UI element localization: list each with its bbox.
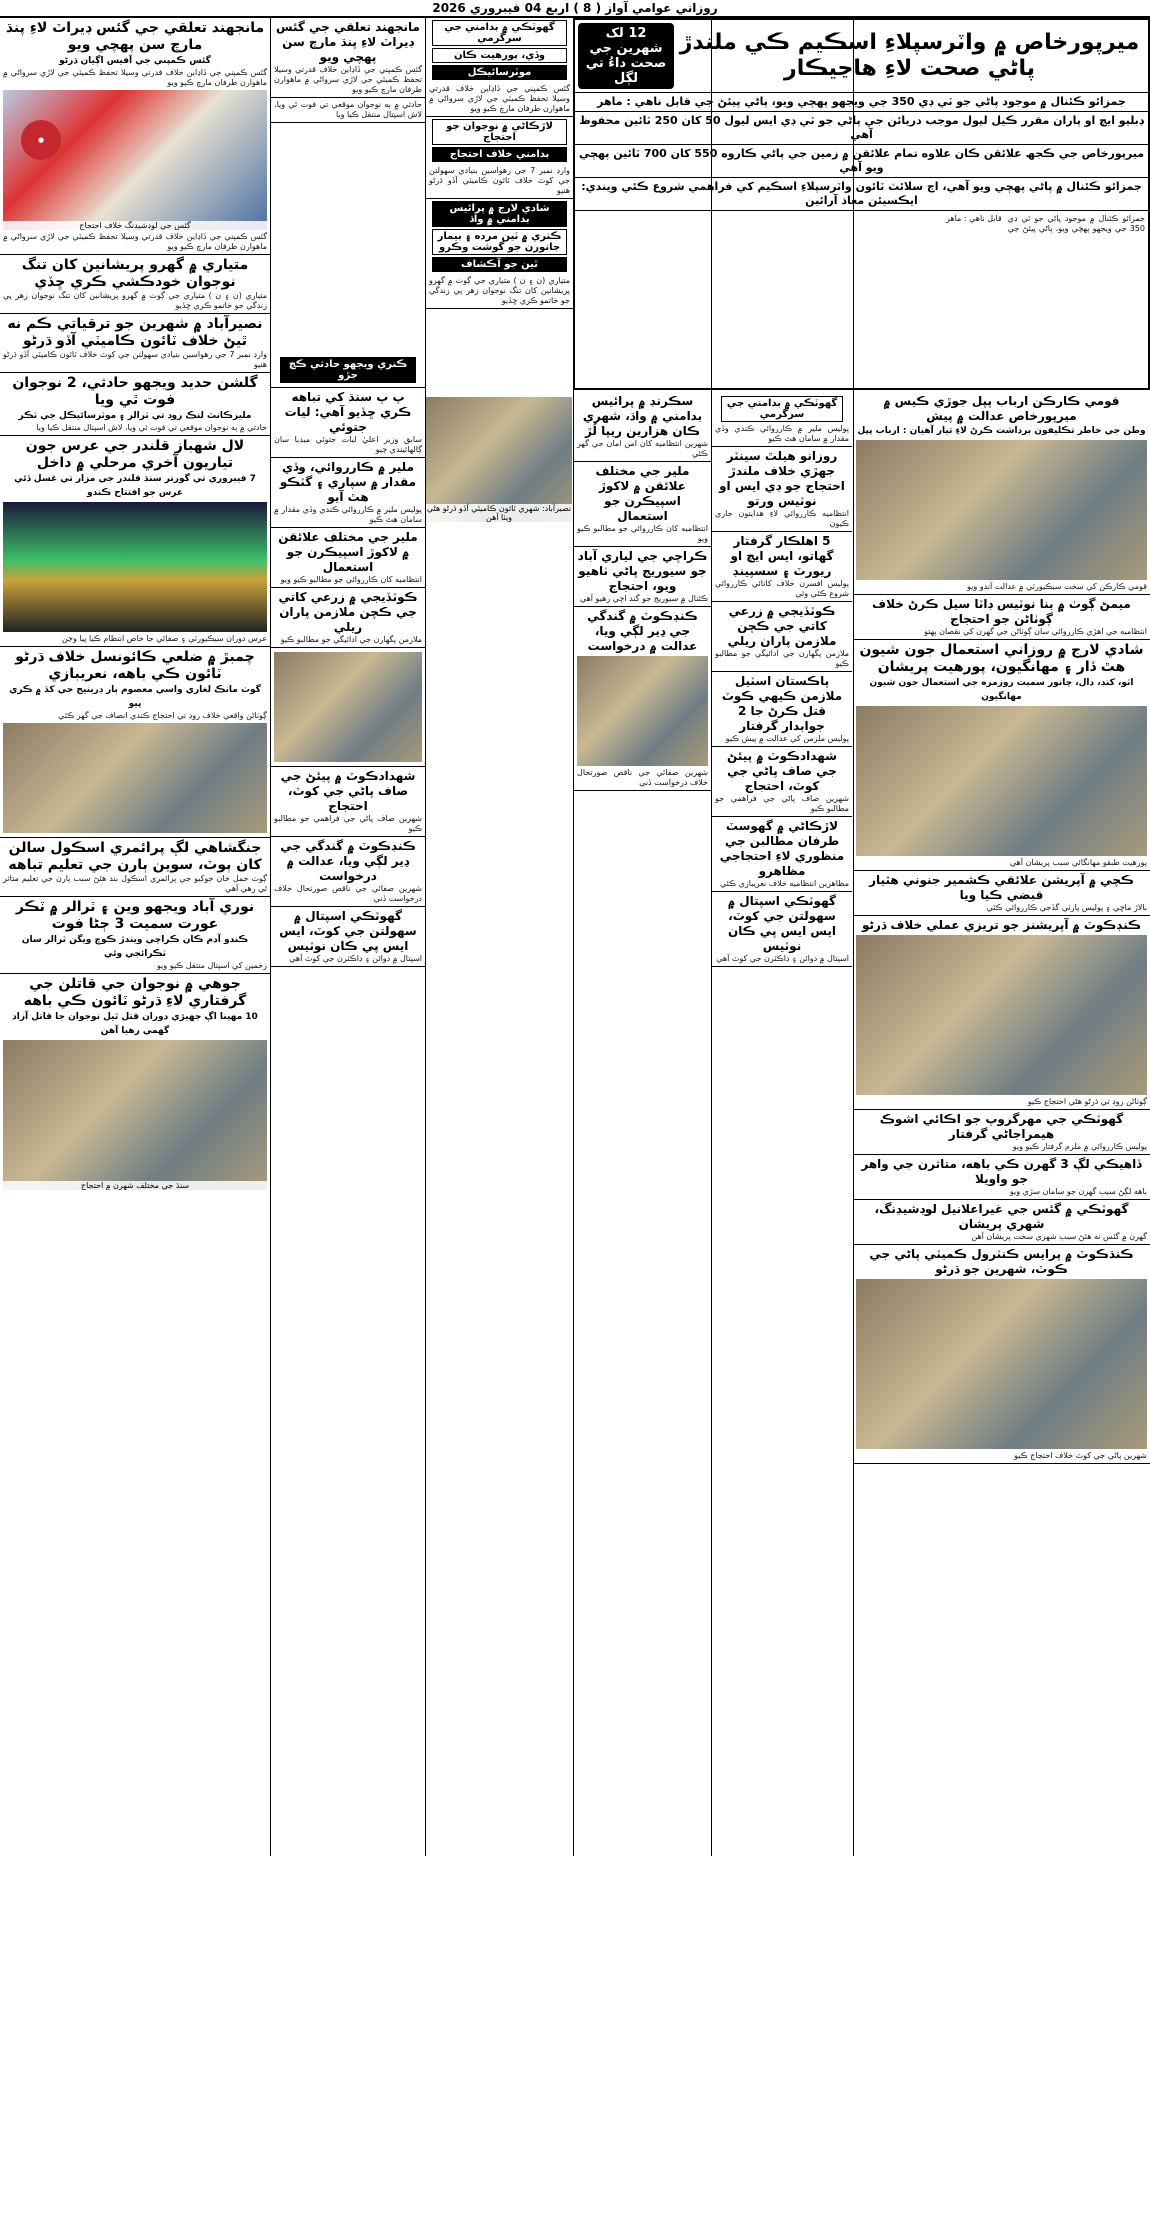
story-body: گئس ڪمپني جي ڏاڍاين خلاف قدرتي وسيلا تحفظ ڪميٽي جي لاڙي سرواڻي ۾ ماهوارن طرفان مارچ ڪيو ويو [3,232,267,251]
box-label: ٿين جو آڪشاف [432,257,567,272]
story-headline: ڪوٽڏيجي ۾ زرعي کاتي جي ڪچن ملازمن پاران ريلي [278,590,418,634]
photo-caption: گئس جي لوڊشيڊنگ خلاف احتجاج [3,221,267,230]
story-body: ڪئنال ۾ سيوريج جو گند اچي رهيو آهي [579,594,708,603]
story [426,274,573,309]
box-label: ڪنري ويجهو حادثي ڪچ جڙو [280,357,416,383]
box-label: گهوٽڪي ۾ بدامني جي سرگرمي [721,396,843,422]
story-body: بالاڙ ماڇي ۽ پوليس پارٽي گڏجي ڪارروائي ڪئي [986,903,1147,912]
story-headline: نوري آباد ويجهو وين ۽ ٽرالر ۾ ٽڪر عورت سميت 3 ڄڻا فوت [15,899,255,932]
story-body: وارڊ نمبر 7 جي رهواسين بنيادي سهولتن جي کوٽ خلاف ٽائون ڪاميٽي آڏو ڌرڻو هنيو [429,166,570,195]
story-body: وارڊ نمبر 7 جي رهواسين بنيادي سهولتن جي کوٽ خلاف ٽائون ڪاميٽي آڏو ڌرڻو هنيو [3,350,267,369]
lead-sub-3: ميرپورخاص جي ڪجھ علائقن ڪان علاوه تمام علائقن ۾ زمين جي پاڻي ڪاروه 550 کان 700 ٽائين پهچي ويو آهي [575,144,1148,177]
story-body: سابق وزير اعليٰ ليات جتوئي ميڊيا سان ڳالهائيندي چيو [274,435,422,454]
lead-sub-1: جمزائو ڪئنال ۾ موجود پاڻي جو ٽي ڊي 350 جي ويجهو پهچي ويو، پاڻي پيئڻ جي قابل ناهي : ماهر [575,92,1148,111]
story-headline: جنگشاهي لڳ پرائمري اسڪول سالن کان ٻوٽ، سوين ٻارن جي تعليم تباهه [8,840,262,873]
story-headline: پاڪستان اسٽيل ملازمن ڪيهي ڪوٽ قتل ڪرڻ جا 2 جوابدار گرفتار [721,674,843,733]
story [853,392,1150,595]
story [426,164,573,199]
story-body: حادثي ۾ ٻه نوجوان موقعي تي فوت ٿي ويا، لاش اسپتال منتقل ڪيا ويا [274,100,422,119]
story [271,588,425,648]
story [0,897,270,974]
photo-caption: سنڌ جي مختلف شهرن ۾ احتجاج [3,1181,267,1190]
lead-story [573,18,1150,390]
story [712,817,852,892]
story-headline: ڪوٽڏيجي ۾ زرعي کاتي جي ڪچن ملازمن پاران ريلي [727,604,837,648]
story-body: گهرن ۾ گئس نه هئڻ سبب شهري سخت پريشان آهن [971,1232,1147,1241]
story [853,640,1150,871]
story [271,98,425,123]
story-photo [856,706,1147,856]
story-headline: 5 اهلڪار گرفتار گهاتو، ايس ايچ او ريورٽ ۽ سسپينڊ [730,534,834,578]
story-body: گئس ڪمپني جي ڏاڍاين خلاف قدرتي وسيلا تحفظ ڪميٽي جي لاڙي سرواڻي ۾ ماهوارن طرفان مارچ ڪيو ويو [429,84,570,113]
story [853,1200,1150,1245]
story-body: پوليس ڪارروائي ۾ ملزم گرفتار ڪيو ويو [1012,1142,1147,1151]
story-body: شهرين پاڻي جي کوٽ خلاف احتجاج ڪيو [1014,1451,1147,1460]
lead-sub-2: ڊبليو ايچ او پاران مقرر ڪيل ليول موجب دريائن جي پاڻي جو ٽي ڊي ايس ليول 50 کان 250 ٽائين محفوظ آهي [575,111,1148,144]
story-headline: ڪراچي جي لياري آباد جو سيوريج پاڻي ٺاهيو ويو، احتجاج [577,549,708,593]
story-headline: ڪچي ۾ آپريشن علائقي ڪشمير جنوني هٿيار قبضي ڪيا ويا [869,873,1134,902]
photo-caption: نصيرآباد: شهري ٽائون ڪاميٽي آڏو ڌرڻو هڻي ويٺا آهن [426,504,572,522]
story [712,447,852,532]
story-sub: 7 فيبروري تي گورنر سنڌ قلندر جي مزار تي غسل ڏئي عرس جو افتتاح ڪندو [14,474,256,498]
story-body: شهرين صاف پاڻي جي فراهمي جو مطالبو ڪيو [274,814,422,833]
story-headline: سڪرنڊ ۾ پرائيس بدامني ۾ واڌ، شهري ڪان هزارين ريپا لُڙ [582,394,703,438]
story-body: ڳوٺاڻن روڊ تي ڌرڻو هڻي احتجاج ڪيو [1027,1097,1147,1106]
story [271,353,425,388]
story [271,528,425,588]
story-photo [856,935,1147,1095]
story-headline: ڪنڌڪوٽ ۾ پرايس ڪنٽرول ڪميٽي پاڻي جي ڪوٽ، شهرين جو ڌرڻو [869,1247,1134,1276]
story [0,18,270,255]
story-body: حادثي ۾ ٻه نوجوان موقعي تي فوت ٿي ويا، لاش اسپتال منتقل ڪيا ويا [36,423,267,432]
masthead: روزاني عوامي آواز ( 8 ) اربع 04 فيبروري 2026 [0,0,1150,18]
story-body: عرس دوران سيڪيورٽي ۽ صفائي جا خاص انتظام ڪيا پيا وڃن [61,634,267,643]
story-headline: گهوٽڪي اسپتال ۾ سهولتن جي کوٽ، ايس ايس پي ڪان نوٽيس [279,909,417,953]
column-3 [574,392,711,2230]
lead-badge: 12 لک شهرين جي صحت داءُ تي لڳل [578,23,674,89]
story-body: ملازمن پگهارن جي ادائيگي جو مطالبو ڪيو [715,649,849,668]
story [0,314,270,373]
story-sub: مليرڪانٽ لنڪ روڊ تي ٽرالر ۽ موٽرسائيڪل جي ٽڪر [18,411,252,421]
story-sub: ڪندو آدم ڪان ڪراچي ويندڙ ڪوچ ويگن ٽرالر سان ٽڪرائجي وئي [21,935,249,959]
column-5 [271,18,425,1856]
story [271,388,425,458]
story-body: پوليس ملير ۾ ڪارروائي ڪندي وڏي مقدار ۾ سامان هٿ ڪيو [715,424,849,443]
story-headline: ميمڻ ڳوٺ ۾ بنا نوٽيس ڊاٽا سيل ڪرڻ خلاف ڳوٺاڻن جو احتجاج [872,597,1131,626]
story-headline: ڪنڊڪوٽ ۾ آپريشنز جو تريزي عملي خلاف ڌرڻو [862,918,1141,932]
story-headline: ملير جي مختلف علائقن ۾ لاکوڙ اسپيڪرن جو استعمال [595,464,690,523]
story [271,837,425,907]
story-headline: نصيرآباد ۾ شهرين جو ترقياتي ڪم نه ٿيڻ خلاف ٽائون ڪاميٽي آڏو ڌرڻو [7,316,263,349]
story-headline: مانجهند تعلقي جي گئس ڊيراٽ لاءِ پنڌ مارچ سن پهچي ويو [5,20,265,53]
story-body: زخمين کي اسپتال منتقل ڪيو ويو [156,961,267,970]
story-body: متياري (ن ۽ ن ) متياري جي ڳوٺ ۾ گهرو پريشانين کان تنگ نوجوان زهر پي زندگي جو خاتمو ڪري ڇڏيو [429,276,570,305]
story-body: اسپتال ۾ دوائن ۽ ڊاڪٽرن جي کوٽ آهي [289,954,422,963]
story [271,458,425,528]
story-headline: ڪنڊڪوٽ ۾ گندگي جي ڍير لڳي ويا، عدالت ۾ درخواست [587,609,698,653]
story [853,1245,1150,1464]
story-photo [274,652,422,762]
lead-body: جمزائو ڪئنال ۾ موجود پاڻي جو ٽي ڊي 350 جي ويجهو پهچي ويو، پاڻي پيئڻ جي قابل ناهي : ماهر [575,210,1148,417]
story [0,974,270,1194]
story-headline: مانجهند تعلقي جي گئس ڊيراٽ لاءِ پنڌ مارچ سن پهچي ويو [276,20,420,64]
story-headline: گهوٽڪي ۾ گئس جي غيراعلانيل لوڊشيڊنگ، شهري پريشان [874,1202,1129,1231]
column-2 [712,392,852,2230]
story [712,392,852,447]
story-photo [856,440,1147,580]
story-headline: شهدادڪوٽ ۾ پيئڻ جي صاف پاڻي جي کوٽ، احتجاج [280,769,416,813]
story-photo [3,723,267,833]
story [574,547,711,607]
story-body: شهرين انتظاميه کان امن امان جي گهر ڪئي [577,439,708,458]
story-body: انتظاميه ڪارروائي لاءِ هدايتون جاري ڪيون [715,509,849,528]
story-headline: جوهي ۾ نوجوان جي قاتلن جي گرفتاري لاءِ ڌرڻو ٽائون ڪي باهه [23,976,247,1009]
story-headline: ڪنڊڪوٽ ۾ گندگي جي ڍير لڳي ويا، عدالت ۾ درخواست [280,839,416,883]
story-headline: قومي ڪارڪن ارباب پپل جوڙي ڪيس ۾ ميرپورخاص عدالت ۾ پيش [883,394,1120,423]
story-body: انتظاميه کان ڪارروائي جو مطالبو ڪيو ويو [280,575,422,584]
story-headline: ملير جي مختلف علائقن ۾ لاکوڙ اسپيڪرن جو استعمال [278,530,418,574]
protest-photo [426,397,572,522]
story-sub: گئس ڪمپني جي آفيس اڳيان ڌرڻو [59,56,211,66]
protest-badge-icon: ● [21,120,61,160]
story-body: شهرين صفائي جي ناقص صورتحال خلاف درخواست ڏني [274,884,422,903]
story [426,82,573,117]
story-headline: لاڙڪاڻي ۾ گهوسٽ طرفان مطالبن جي منظوري لاءِ احتجاجي مظاهرو [719,819,845,878]
lead-headline: ميرپورخاص ۾ واٽرسپلاءِ اسڪيم ڪي ملندڙ پاڻي صحت لاءِ هاڃيڪار [679,30,1140,81]
story [0,647,270,838]
story [271,648,425,767]
story-headline: روزانو هيلٿ سينٽر جهڙي خلاف ملندڙ احتجاج جو ڊي ايس او نوٽيس ورتو [719,449,845,508]
story [853,1155,1150,1200]
box-label: بدامني خلاف احتجاج [432,147,567,162]
story-headline: پ پ سنڌ کي تباهه ڪري ڇڏيو آهي: ليات جتوئي [284,390,412,434]
story [853,871,1150,916]
box-label: ڪنري ۾ ٽين مرده ۽ بيمار جانورن جو گوشت وڪرو [432,229,567,255]
story-body: اسپتال ۾ دوائن ۽ ڊاڪٽرن جي کوٽ آهي [716,954,849,963]
box-label: وڏي، پورهيت ڪان [432,48,567,63]
box-label: لاڙڪاڻي ۾ نوجوان جو احتجاج [432,119,567,145]
story [712,532,852,602]
story-body: پوليس ملير ۾ ڪارروائي ڪندي وڏي مقدار ۾ سامان هٿ ڪيو [274,505,422,524]
story-body: شهرين صفائي جي ناقص صورتحال خلاف درخواست ڏني [577,768,708,787]
story [853,595,1150,640]
box-label: موٽرسائيڪل [432,65,567,80]
story-headline: ڏاهيڪي لڳ 3 گهرن ڪي باهه، متاثرن جي واهر جو واويلا [861,1157,1142,1186]
story [0,838,270,897]
story-photo [3,90,267,230]
story [271,18,425,98]
story [712,672,852,747]
story-body: ڳوٺ حمل خان جوکيو جي پرائمري اسڪول بند هئڻ سبب ٻارن جي تعليم متاثر ٿي رهي آهي [3,874,267,893]
story-headline: گهوٽڪي جي مهرگروپ جو اڪائي اشوڪ هيمراجاڻي گرفتار [879,1112,1124,1141]
story-body: مظاهرين انتظاميه خلاف نعريبازي ڪئي [720,879,849,888]
story-headline: متياري ۾ گهرو پريشانين کان تنگ نوجوان خودڪشي ڪري ڇڏي [21,257,249,290]
story [574,462,711,547]
story-headline: شهدادڪوٽ ۾ پيئڻ جي صاف پاڻي جي کوٽ، احتجاج [727,749,837,793]
story [0,436,270,647]
lead-sub-4: جمزائو ڪئنال ۾ پاڻي پهچي ويو آهي، اڄ سلائٽ ٽائون واٽرسپلاءِ اسڪيم کي فراهمي شروع ڪئي ويندي: ايڪسيئن معاذ آرائين [575,177,1148,210]
story-sub: گوٺ مانڪ لغاري واسي معصوم ٻار ڊرينيج جي کڏ ۾ ڪري پيو [9,685,261,709]
box-label: شادي لارج ۾ پرائيس بدامني ۾ واڌ [432,201,567,227]
story-body: پوليس افسرن خلاف کاتائي ڪارروائي شروع ڪئي وئي [715,579,849,598]
column-1 [853,392,1150,2230]
story-body: گئس ڪمپني جي ڏاڍاين خلاف قدرتي وسيلا تحفظ ڪميٽي جي لاڙي سرواڻي ۾ ماهوارن طرفان مارچ ڪيو ويو [3,68,267,87]
story-photo [3,1040,267,1190]
story-body: انتظاميه کان ڪارروائي جو مطالبو ڪيو ويو [577,524,708,543]
story [574,392,711,462]
column-left [0,18,270,1856]
box-label: گهوٽڪي ۾ بدامني جي سرگرمي [432,20,567,46]
story-headline: شادي لارج ۾ روزاني استعمال جون شيون هٿ ڏار ۽ مهانگيون، پورهيت پريشان [859,642,1144,675]
story-sub: 10 مهينا اڳ جهيڙي دوران قتل ٿيل نوجوان جا قاتل آزاد گهمي رهيا آهن [12,1012,258,1036]
story [712,892,852,967]
story-headline: گهوٽڪي اسپتال ۾ سهولتن جي کوٽ، ايس ايس پي ڪان نوٽيس [728,894,836,953]
story [271,907,425,967]
story [0,373,270,436]
story-headline: گلشن حديد ويجهو حادثي، 2 نوجوان فوت ٿي ويا [12,375,258,408]
story [712,747,852,817]
story-body: پورهيت طبقو مهانگائي سبب پريشان آهي [1009,858,1147,867]
story-body: گئس ڪمپني جي ڏاڍاين خلاف قدرتي وسيلا تحفظ ڪميٽي جي لاڙي سرواڻي ۾ ماهوارن طرفان مارچ ڪيو ويو [274,65,422,94]
story-sub: وطن جي خاطر تڪليفون برداشت ڪرڻ لاءِ تيار آهيان : ارباب پپل [857,426,1146,436]
story [0,255,270,314]
story [853,916,1150,1110]
story-body: ملازمن پگهارن جي ادائيگي جو مطالبو ڪيو [280,635,422,644]
story-body: پوليس ملزمن کي عدالت ۾ پيش ڪيو [725,734,849,743]
story-body: متياري (ن ۽ ن ) متياري جي ڳوٺ ۾ گهرو پريشانين کان تنگ نوجوان زهر پي زندگي جو خاتمو ڪري ڇڏيو [3,291,267,310]
story [574,607,711,791]
story-photo [856,1279,1147,1449]
story-body: شهرين صاف پاڻي جي فراهمي جو مطالبو ڪيو [715,794,849,813]
shrine-photo [3,502,267,632]
story [271,767,425,837]
story-body: قومي ڪارڪن کي سخت سيڪيورٽي ۾ عدالت آندو ويو [966,582,1147,591]
column-4 [426,18,573,1856]
story [853,1110,1150,1155]
story-body: انتظاميه جي اهڙي ڪارروائي سان ڳوٺاڻن جي گهرن کي نقصان پهتو [924,627,1147,636]
story-headline: لال شهباز قلندر جي عرس جون تياريون آخري مرحلي ۾ داخل [25,438,245,471]
story-photo [577,656,708,766]
story [712,602,852,672]
story-sub: اٽو، کنڊ، دال، چانور سميت روزمره جي استعمال جون شيون مهانگيون [869,678,1134,702]
story-headline: چمبڙ ۾ ضلعي ڪائونسل خلاف ڌرڻو ٽائون ڪي باهه، نعريبازي [15,649,255,682]
story-body: باهه لڳڻ سبب گهرن جو سامان سڙي ويو [1009,1187,1147,1196]
story-headline: ملير ۾ ڪارروائي، وڏي مقدار ۾ سپاري ۽ گٽڪو هٿ آيو [279,460,417,504]
story-body: ڳوٺاڻن واقعي خلاف روڊ تي احتجاج ڪندي انصاف جي گهر ڪئي [58,711,267,720]
